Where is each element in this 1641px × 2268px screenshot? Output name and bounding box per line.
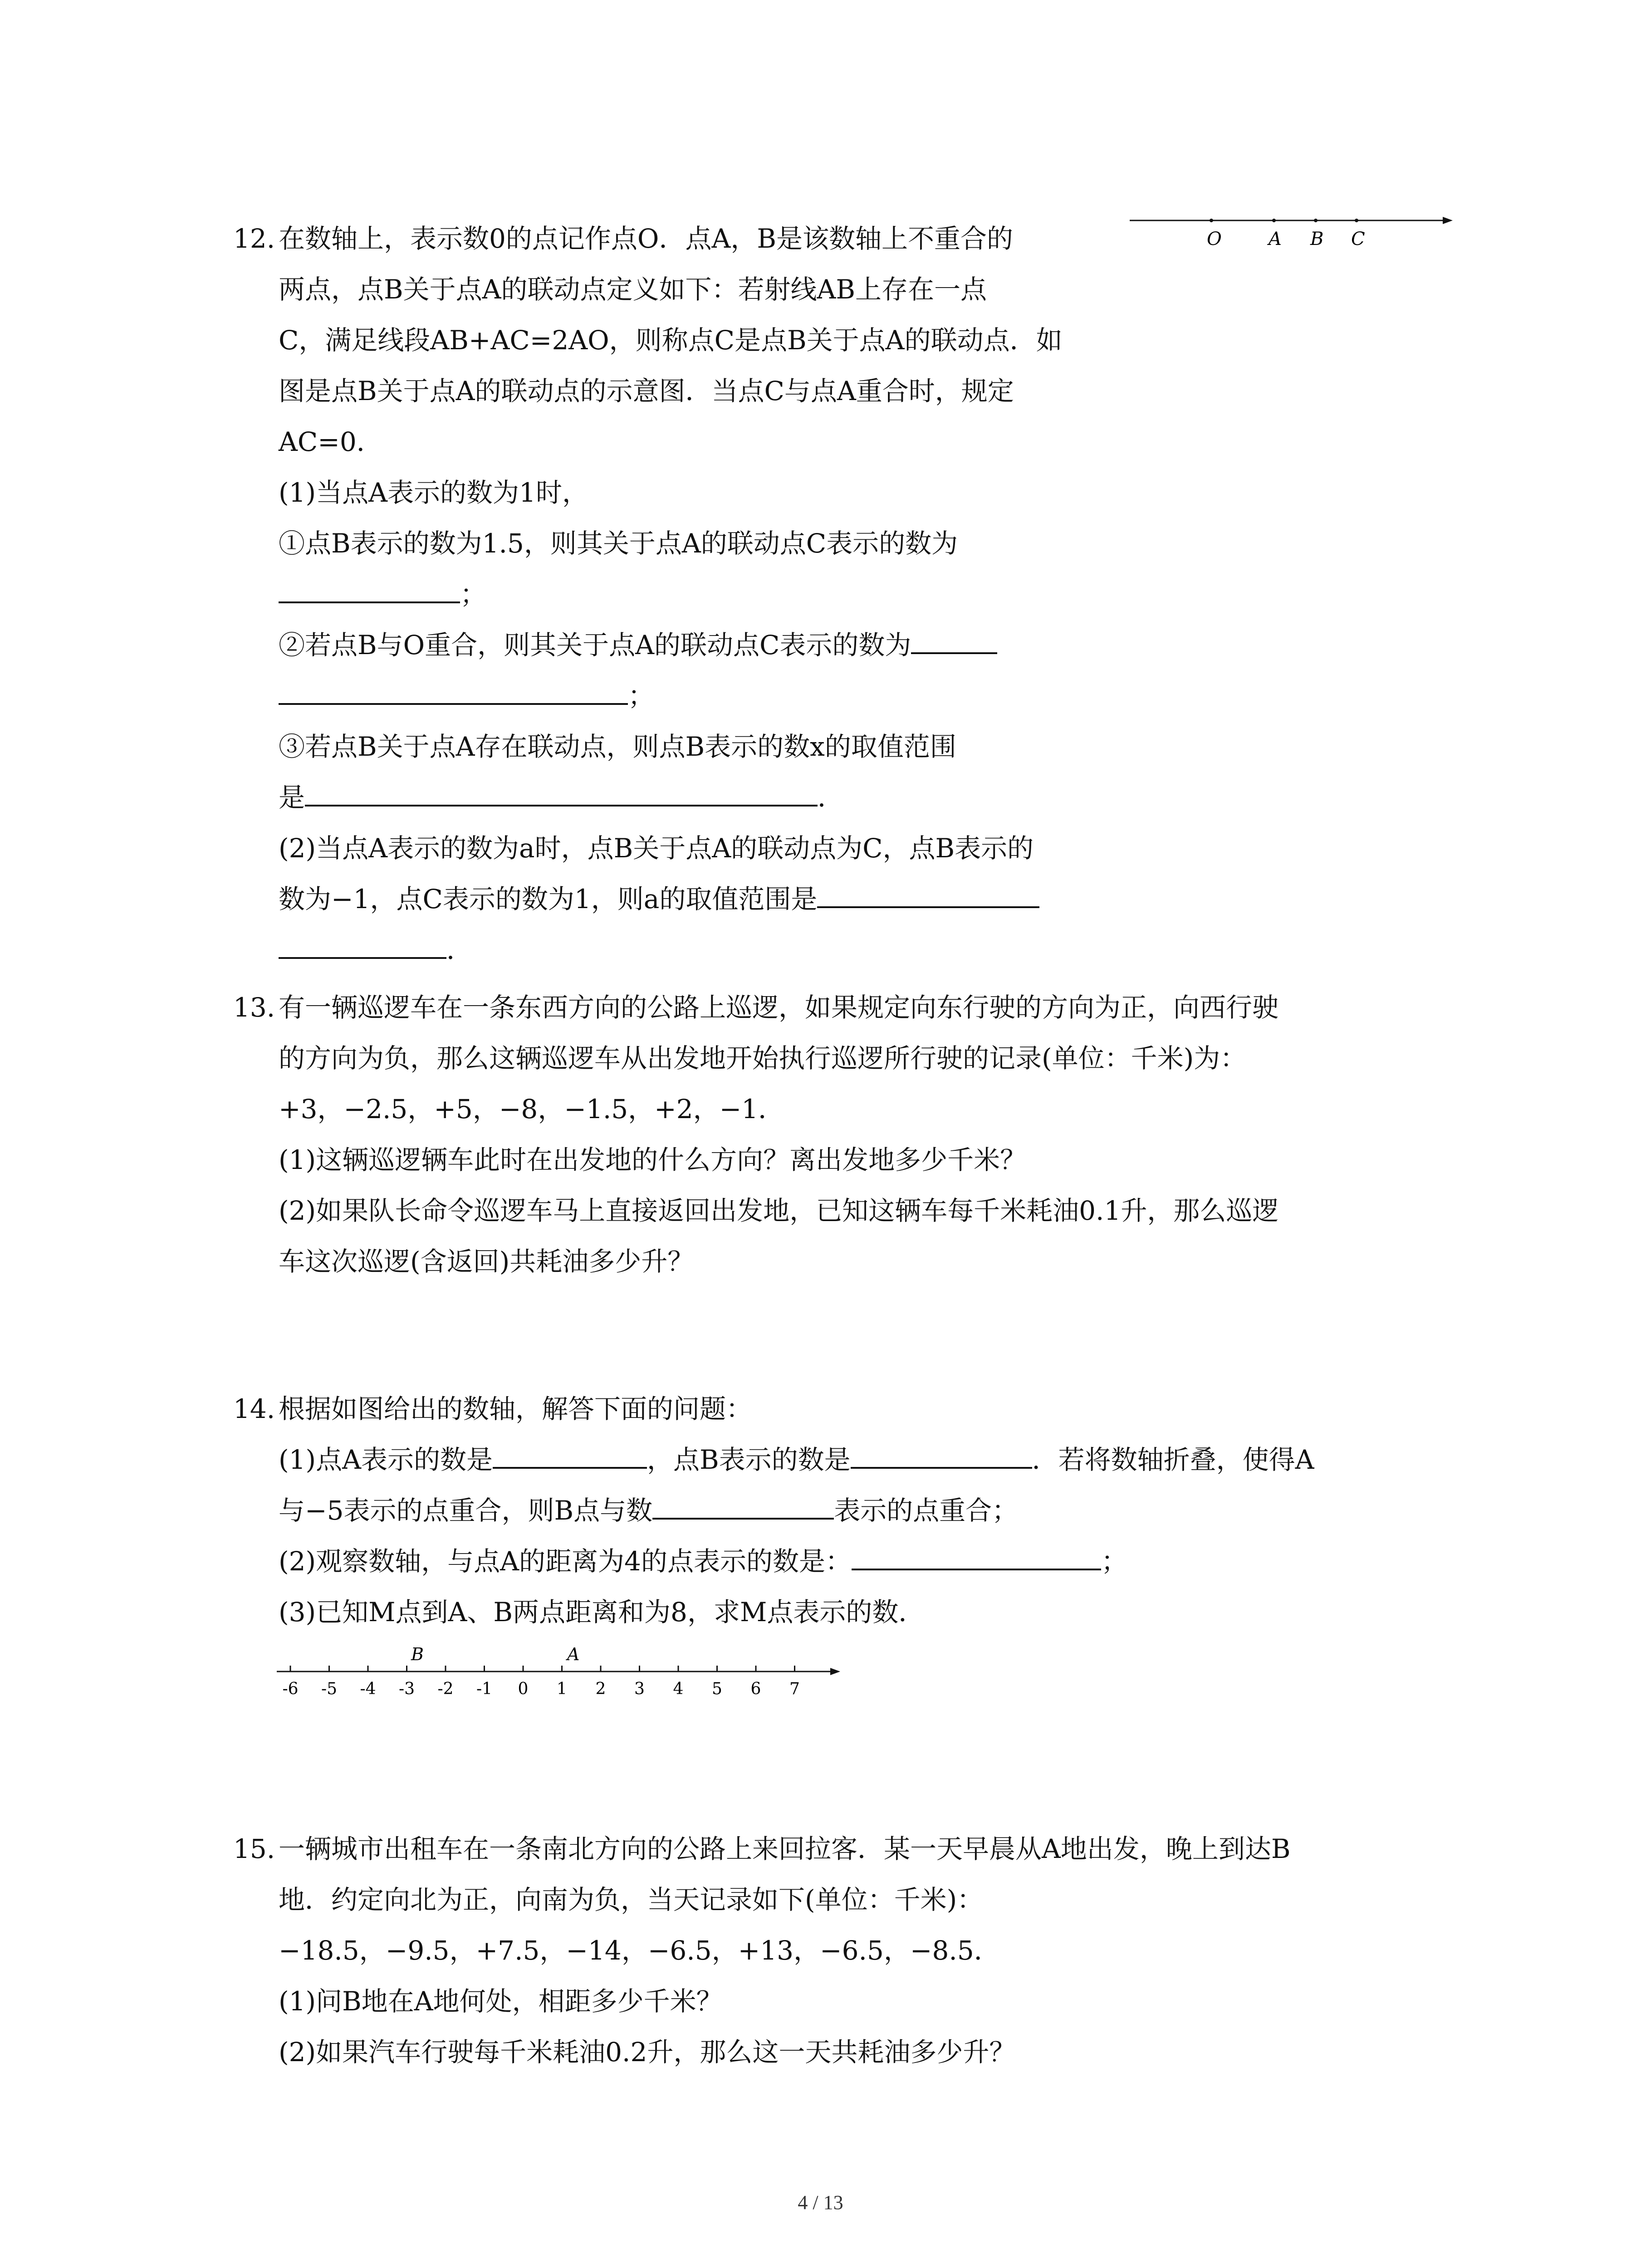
q12-line-2: 两点，点B关于点A的联动点定义如下：若射线AB上存在一点 [279,274,987,305]
q13-line-1: 有一辆巡逻车在一条东西方向的公路上巡逻，如果规定向东行驶的方向为正，向西行驶 [279,992,1279,1023]
question-number: 13. [233,992,275,1023]
point-label-a: A [567,1644,580,1664]
q12-part-1-1: ①点B表示的数为1.5，则其关于点A的联动点C表示的数为 [279,528,958,559]
q12-part-2: (2)当点A表示的数为a时，点B关于点A的联动点为C，点B表示的 [279,833,1034,864]
question-number: 12. [233,223,275,254]
axis-tick-label: -5 [321,1680,338,1698]
q12-line-1: 在数轴上，表示数0的点记作点O．点A，B是该数轴上不重合的 [279,223,1013,254]
axis-tick-label: 4 [673,1680,684,1698]
q13-line-3: +3，−2.5，+5，−8，−1.5，+2，−1． [279,1094,785,1124]
answer-blank[interactable] [817,881,1039,908]
point-label-b: B [411,1644,424,1664]
q14-number-line-figure [272,1637,862,1706]
q12-part-1-3: ③若点B关于点A存在联动点，则点B表示的数x的取值范围 [279,731,956,762]
q14-part-3: (3)已知M点到A、B两点距离和为8，求M点表示的数． [279,1597,925,1628]
question-13 [233,982,1279,1287]
q13-part-2: (2)如果队长命令巡逻车马上直接返回出发地，已知这辆车每千米耗油0.1升，那么巡逻 [279,1195,1279,1226]
axis-tick-label: -6 [282,1680,299,1698]
answer-blank[interactable] [493,1442,647,1469]
answer-blank[interactable] [305,779,818,807]
answer-blank[interactable] [851,1442,1032,1469]
question-number: 15. [233,1833,275,1864]
axis-tick-label: 2 [595,1680,606,1698]
axis-tick-label: 5 [712,1680,722,1698]
q15-line-3: −18.5，−9.5，+7.5，−14，−6.5，+13，−6.5，−8.5． [279,1935,1000,1966]
answer-blank[interactable] [279,576,460,603]
answer-blank[interactable] [652,1492,834,1520]
point-label-b: B [1310,229,1324,249]
page-number: 4 / 13 [798,2191,843,2214]
question-15 [233,1823,1291,2077]
point-label-a: A [1269,229,1282,249]
question-number: 14. [233,1393,275,1424]
answer-blank[interactable] [279,678,628,705]
q13-line-6: 车这次巡逻(含返回)共耗油多少升？ [279,1246,694,1277]
q15-part-1: (1)问B地在A地何处，相距多少千米？ [279,1986,723,2017]
answer-blank[interactable] [279,932,446,959]
q12-part-1: (1)当点A表示的数为1时， [279,477,588,508]
point-label-c: C [1351,229,1365,249]
question-12: 12. 在数轴上，表示数0的点记作点O．点A，B是该数轴上不重合的 两点，点B关于点A的联动点定义如下：若射线AB上存在一点 C，满足线段AB+AC=2AO，则称点C是点B关于点A的联动点．如 图是点B关于点A的联动点的示意图．当点C与点A重合时，规定 AC=0． (1)当点A表示的数为1时， ①点B表示的数为1.5，则其关于点A的联动点C表示的数为 ； ②若点B与O重合，则其关于点A的联动点C表示的数为 ； ③若点B关于点A存在联动点，则点B表示的数x的取值范围 是 ． (2)当点A表示的数为a时，点B关于点A的联动点为C，点B表示的 数为−1，点C表示的数为1，则a的取值范围是 ． [233,213,1063,975]
axis-tick-label: 3 [634,1680,645,1698]
axis-tick-label: 0 [518,1680,529,1698]
q12-line-3: C，满足线段AB+AC=2AO，则称点C是点B关于点A的联动点．如 [279,325,1063,356]
q15-line-1: 一辆城市出租车在一条南北方向的公路上来回拉客．某一天早晨从A地出发，晚上到达B [279,1833,1291,1864]
q12-number-line-figure [1125,204,1456,259]
q15-part-2: (2)如果汽车行驶每千米耗油0.2升，那么这一天共耗油多少升？ [279,2037,1016,2068]
answer-blank[interactable] [911,627,997,654]
axis-tick-label: -3 [398,1680,415,1698]
question-14: 14. 根据如图给出的数轴，解答下面的问题： (1)点A表示的数是 ，点B表示的数是 ．若将数轴折叠，使得A 与−5表示的点重合，则B点与数 表示的点重合； (2)观察数轴，与点A的距离为4的点表示的数是： ； (3)已知M点到A、B两点距离和为8，求M点表示的数． [233,1383,1314,1637]
q12-line-5: AC=0． [279,426,383,457]
point-label-o: O [1207,229,1222,249]
answer-blank[interactable] [852,1543,1101,1570]
axis-tick-label: -2 [437,1680,454,1698]
axis-tick-label: 7 [789,1680,800,1698]
axis-tick-label: 1 [557,1680,567,1698]
axis-tick-label: -1 [476,1680,493,1698]
q13-line-2: 的方向为负，那么这辆巡逻车从出发地开始执行巡逻所行驶的记录(单位：千米)为： [279,1043,1247,1074]
axis-tick-label: 6 [750,1680,761,1698]
axis-tick-label: -4 [360,1680,376,1698]
q13-part-1: (1)这辆巡逻辆车此时在出发地的什么方向？离出发地多少千米？ [279,1144,1027,1175]
q15-line-2: 地．约定向北为正，向南为负，当天记录如下(单位：千米)： [279,1884,984,1915]
q12-line-4: 图是点B关于点A的联动点的示意图．当点C与点A重合时，规定 [279,376,1014,406]
q12-part-1-2: ②若点B与O重合，则其关于点A的联动点C表示的数为 [279,630,911,660]
q14-intro: 根据如图给出的数轴，解答下面的问题： [279,1393,753,1424]
